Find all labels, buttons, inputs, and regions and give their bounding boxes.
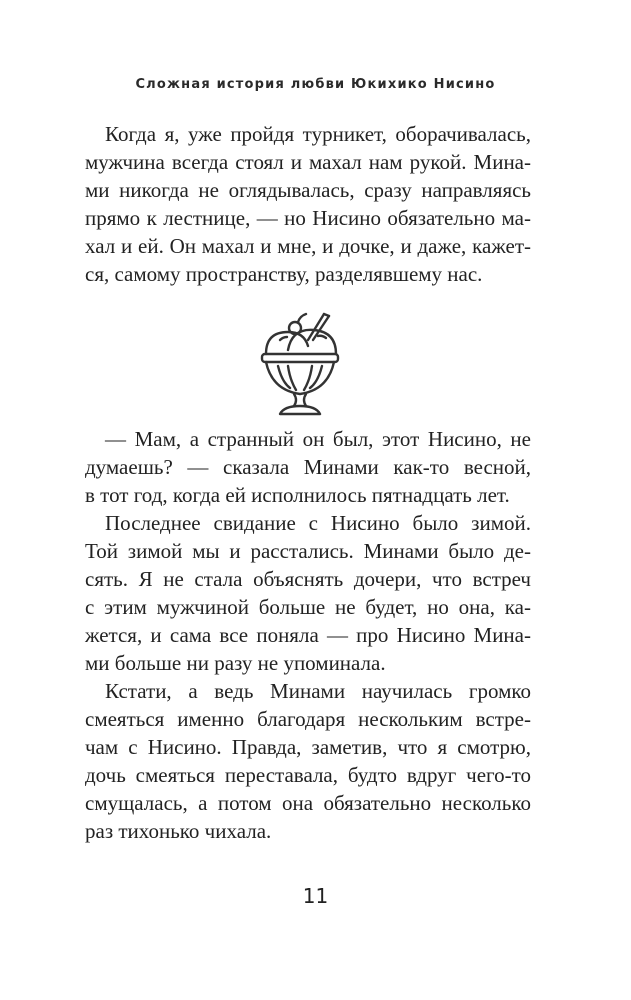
running-header: Сложная история любви Юкихико Нисино xyxy=(135,77,496,92)
text-line: смеяться именно благодаря нескольким встре- xyxy=(85,707,531,731)
text-line: раз тихонько чихала. xyxy=(85,819,272,843)
text-line: чам с Нисино. Правда, заметив, что я смотрю, xyxy=(85,735,531,759)
text-line: смущалась, а потом она обязательно несколько xyxy=(85,791,531,815)
text-line: Когда я, уже пройдя турникет, оборачивалась, xyxy=(105,122,531,146)
text-line: думаешь? — сказала Минами как-то весной, xyxy=(85,455,531,479)
paragraph-3 xyxy=(85,509,531,677)
paragraph-2 xyxy=(85,425,531,509)
text-line: мужчина всегда стоял и махал нам рукой. Мина- xyxy=(85,150,531,174)
text-line: сять. Я не стала объяснять дочери, что встреч xyxy=(85,567,531,591)
text-line: дочь смеяться переставала, будто вдруг чего-то xyxy=(85,763,531,787)
text-line: Той зимой мы и расстались. Минами было де- xyxy=(85,539,531,563)
text-line: Кстати, а ведь Минами научилась громко xyxy=(105,679,531,703)
text-block-2 xyxy=(85,425,531,845)
text-line: — Мам, а странный он был, этот Нисино, не xyxy=(105,427,531,451)
text-line: прямо к лестнице, — но Нисино обязательно ма- xyxy=(85,206,531,230)
text-line: в тот год, когда ей исполнилось пятнадцать лет. xyxy=(85,483,510,507)
paragraph-1 xyxy=(85,120,531,288)
text-line: ся, самому пространству, разделявшему нас. xyxy=(85,262,483,286)
text-line: жется, и сама все поняла — про Нисино Мина- xyxy=(85,623,531,647)
text-line: ми никогда не оглядывалась, сразу направляясь xyxy=(85,178,531,202)
text-line: хал и ей. Он махал и мне, и дочке, и даже, кажет- xyxy=(85,234,531,258)
ice-cream-sundae-icon xyxy=(258,310,342,420)
text-line: с этим мужчиной больше не будет, но она, ка- xyxy=(85,595,531,619)
text-line: ми больше ни разу не упоминала. xyxy=(85,651,386,675)
paragraph-4 xyxy=(85,677,531,845)
page-number: 11 xyxy=(302,884,329,908)
text-line: Последнее свидание с Нисино было зимой. xyxy=(105,511,531,535)
